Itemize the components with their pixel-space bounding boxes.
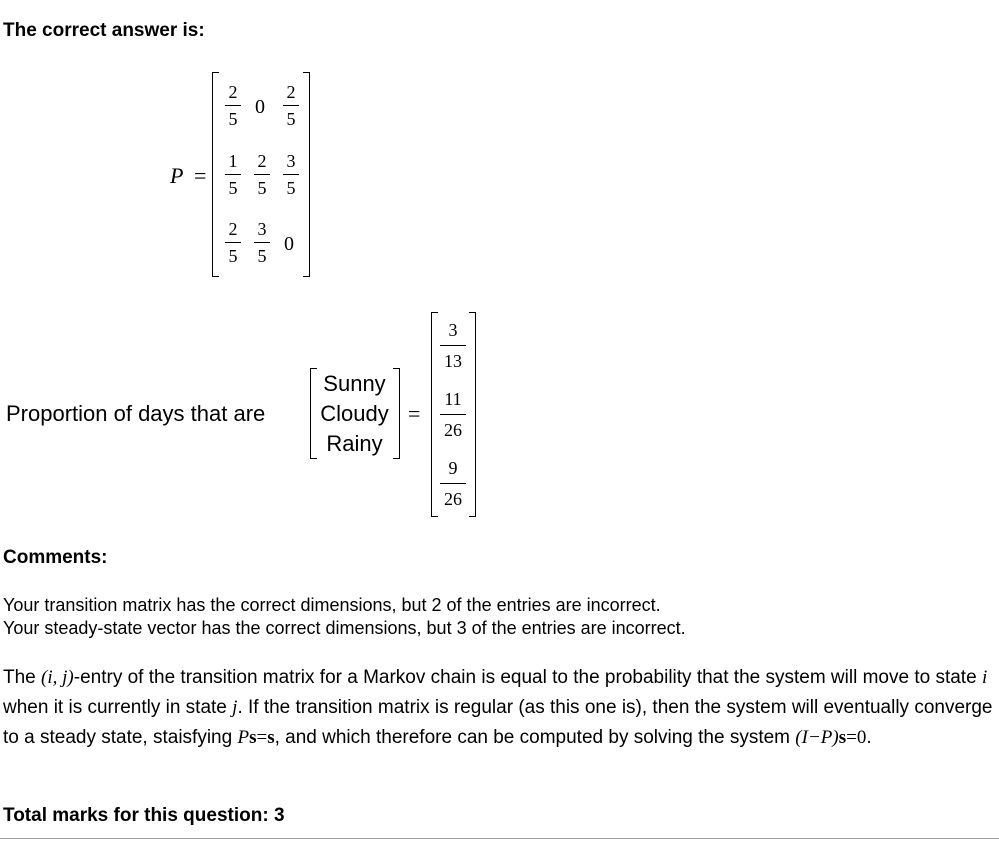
total-marks: Total marks for this question: 3: [3, 805, 285, 826]
explanation-text: . If the transition matrix is regular (as this one is), then the system will eventually converge to a steady state, staisfying: [3, 697, 993, 748]
proportion-label: Proportion of days that are: [6, 401, 266, 426]
explanation-math: (I−P): [795, 727, 839, 748]
matrix-p-cell-1-3: 2 5: [283, 83, 299, 128]
matrix-p-right-bracket: [303, 72, 310, 277]
matrix-p-cell-2-2: 2 5: [254, 152, 270, 197]
matrix-p-cell-3-1: 2 5: [225, 220, 241, 265]
explanation-math: s: [267, 727, 275, 748]
vector-entry-rainy: 9 26: [440, 459, 466, 508]
state-sunny: Sunny: [323, 371, 386, 396]
explanation-math: s: [249, 727, 257, 748]
explanation-math: i: [981, 667, 988, 688]
matrix-p-cell-3-2: 3 5: [254, 220, 270, 265]
explanation-math: =0: [846, 727, 867, 748]
vector-left-bracket: [431, 312, 438, 517]
answer-heading: The correct answer is:: [3, 20, 205, 41]
explanation-math: P: [237, 727, 250, 748]
explanation-math: j: [232, 697, 238, 718]
explanation-text: .: [866, 727, 872, 748]
vector-equals: =: [408, 401, 421, 426]
matrix-p-label: P: [170, 163, 184, 188]
explanation-math: s: [838, 727, 847, 748]
vector-entry-sunny: 3 13: [440, 321, 466, 370]
matrix-p-cell-2-1: 1 5: [225, 152, 241, 197]
explanation-math: =: [256, 727, 268, 748]
bottom-divider: [0, 838, 999, 839]
explanation-math: (i, j): [41, 667, 74, 688]
matrix-p-cell-3-3: 0: [284, 233, 294, 255]
matrix-p-cell-1-1: 2 5: [225, 83, 241, 128]
explanation-text: -entry of the transition matrix for a Markov chain is equal to the probability that the system will move to state: [73, 667, 982, 688]
matrix-p-cell-1-2: 0: [255, 96, 265, 118]
state-rainy: Rainy: [326, 431, 383, 456]
comments-heading: Comments:: [3, 547, 108, 568]
comment-lines: [3, 594, 686, 640]
comment-line: Your steady-state vector has the correct dimensions, but 3 of the entries are incorrect.: [3, 618, 686, 638]
explanation-text: The: [3, 667, 42, 688]
explanation-paragraph: [3, 663, 993, 753]
vector-entry-cloudy: 11 26: [440, 390, 466, 439]
states-right-bracket: [393, 368, 400, 459]
matrix-p-equals: =: [194, 163, 207, 188]
explanation-text: , and which therefore can be computed by solving the system: [274, 727, 796, 748]
matrix-p-left-bracket: [212, 72, 219, 277]
explanation-text: when it is currently in state: [3, 697, 233, 718]
state-cloudy: Cloudy: [320, 401, 389, 426]
matrix-p-cell-2-3: 3 5: [283, 152, 299, 197]
comment-line: Your transition matrix has the correct dimensions, but 2 of the entries are incorrect.: [3, 595, 661, 615]
vector-right-bracket: [469, 312, 476, 517]
